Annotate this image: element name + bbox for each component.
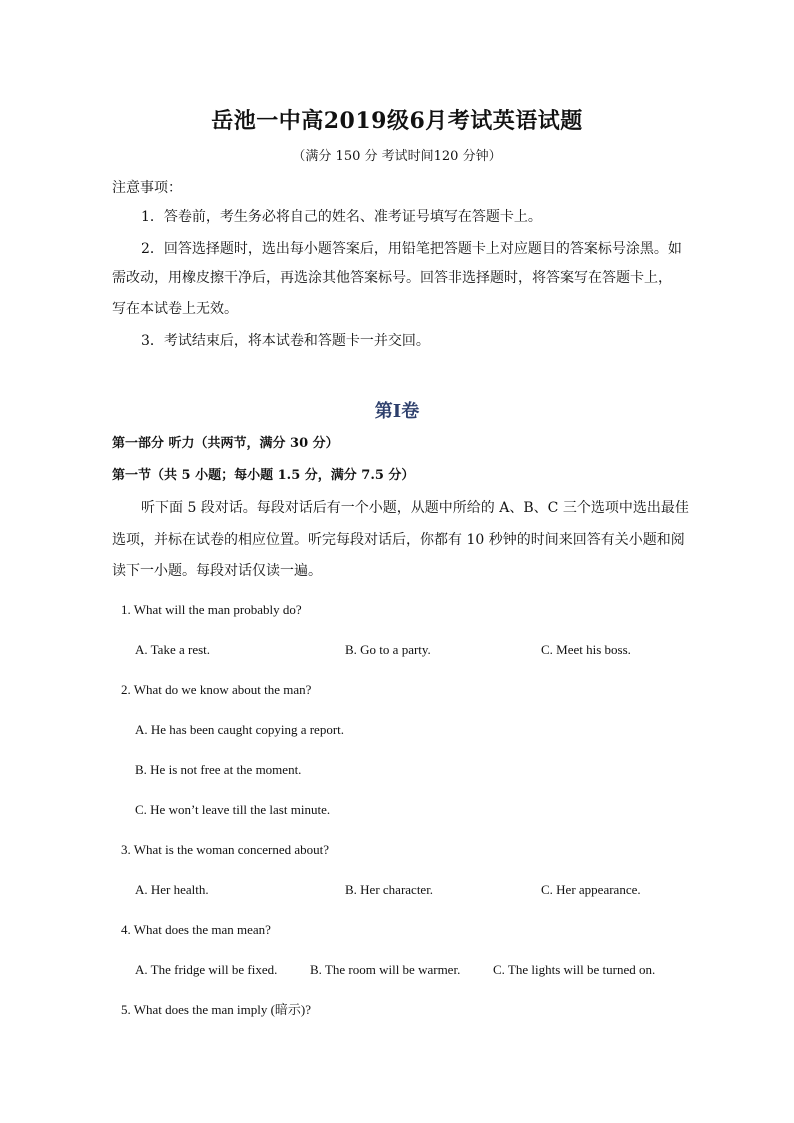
question-stem: 4. What does the man mean? bbox=[121, 922, 271, 937]
option-b: B. He is not free at the moment. bbox=[135, 762, 302, 777]
option-c: C. Meet his boss. bbox=[541, 642, 631, 657]
page-title: 岳池一中高2019级6月考试英语试题 bbox=[211, 108, 583, 134]
option-a: A. He has been caught copying a report. bbox=[135, 722, 345, 737]
option-a: A. Take a rest. bbox=[135, 642, 211, 657]
part-heading: 第一部分 听力（共两节，满分 30 分） bbox=[112, 436, 339, 451]
option-b: B. The room will be warmer. bbox=[310, 962, 461, 977]
note-item: 写在本试卷上无效。 bbox=[112, 301, 238, 317]
option-a: A. Her health. bbox=[135, 882, 209, 897]
option-c: C. The lights will be turned on. bbox=[493, 962, 656, 977]
question-stem: 2. What do we know about the man? bbox=[121, 682, 312, 697]
option-b: B. Her character. bbox=[345, 882, 434, 897]
section-heading: 第一节（共 5 小题；每小题 1.5 分，满分 7.5 分） bbox=[112, 468, 415, 483]
option-c: C. He won’t leave till the last minute. bbox=[135, 802, 331, 817]
note-item: 3．考试结束后，将本试卷和答题卡一并交回。 bbox=[141, 333, 430, 349]
instructions-line: 听下面 5 段对话。每段对话后有一个小题，从题中所给的 A、B、C 三个选项中选出最佳 bbox=[141, 500, 689, 516]
question-stem: 5. What does the man imply (暗示)? bbox=[121, 1002, 312, 1017]
option-a: A. The fridge will be fixed. bbox=[135, 962, 278, 977]
instructions-line: 选项，并标在试卷的相应位置。听完每段对话后，你都有 10 秒钟的时间来回答有关小题和阅 bbox=[112, 532, 685, 548]
question-stem: 1. What will the man probably do? bbox=[121, 602, 302, 617]
note-item: 2．回答选择题时，选出每小题答案后，用铅笔把答题卡上对应题目的答案标号涂黑。如 bbox=[141, 241, 682, 257]
note-item: 需改动，用橡皮擦干净后，再选涂其他答案标号。回答非选择题时，将答案写在答题卡上， bbox=[112, 270, 672, 286]
notes-heading: 注意事项： bbox=[112, 180, 182, 196]
exam-info: （满分 150 分 考试时间120 分钟） bbox=[292, 149, 502, 164]
volume-title: 第Ⅰ卷 bbox=[374, 401, 420, 422]
note-item: 1．答卷前，考生务必将自己的姓名、准考证号填写在答题卡上。 bbox=[141, 209, 542, 225]
question-stem: 3. What is the woman concerned about? bbox=[121, 842, 330, 857]
option-b: B. Go to a party. bbox=[345, 642, 431, 657]
instructions-line: 读下一小题。每段对话仅读一遍。 bbox=[112, 563, 322, 579]
option-c: C. Her appearance. bbox=[541, 882, 641, 897]
